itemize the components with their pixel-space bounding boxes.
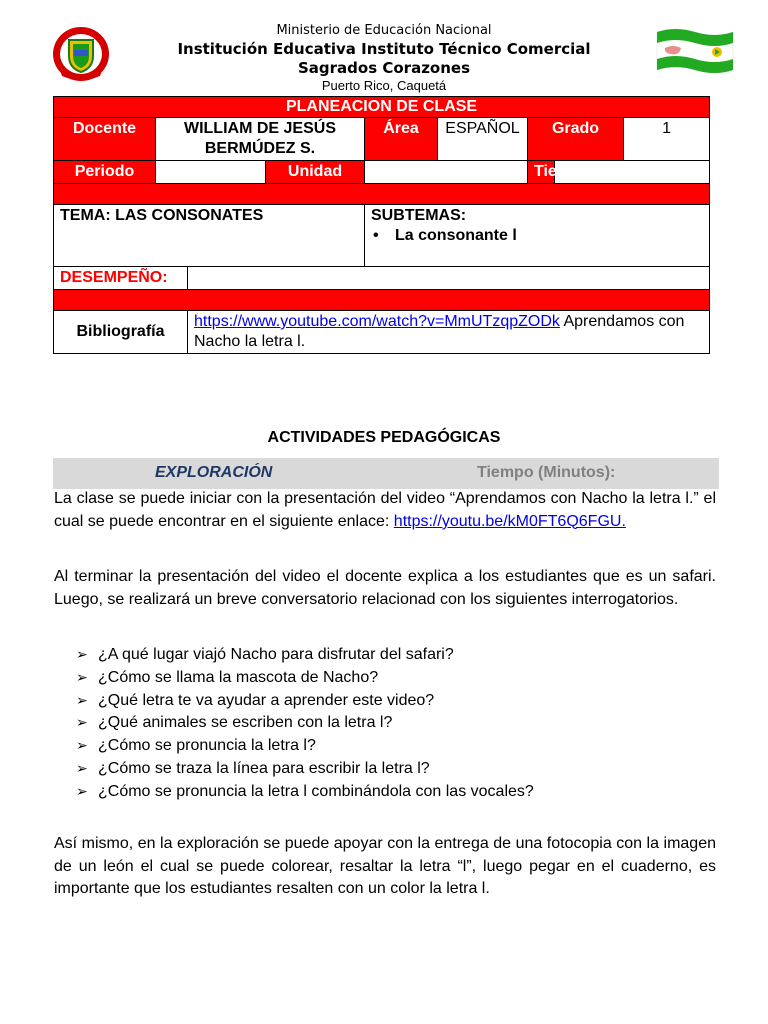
plan-title: PLANEACION DE CLASE: [54, 97, 710, 118]
docente-label: Docente: [54, 118, 156, 161]
institution-line: Institución Educativa Instituto Técnico Comercial: [177, 40, 591, 58]
area-label: Área: [365, 118, 438, 161]
grado-label: Grado: [528, 118, 624, 161]
subtemas-cell: [365, 205, 710, 267]
safari-paragraph: Al terminar la presentación del video el docente explica a los estudiantes que es un safari. Luego, se realizará un breve conversatorio relacionad con los siguientes interrogatorios.: [54, 568, 716, 608]
unidad-value: [365, 161, 528, 184]
video-link[interactable]: https://youtu.be/kM0FT6Q6FGU.: [393, 512, 626, 530]
bibliografia-label: Bibliografía: [54, 311, 188, 354]
arrow-bullet-icon: ➢: [76, 782, 88, 799]
subtemas-label: SUBTEMAS:: [371, 207, 467, 224]
bibliografia-cell: [188, 311, 710, 354]
activities-title: ACTIVIDADES PEDAGÓGICAS: [267, 429, 501, 446]
arrow-bullet-icon: ➢: [76, 668, 88, 685]
exploration-bar: [53, 458, 719, 489]
unidad-label: Unidad: [266, 161, 365, 184]
area-value: ESPAÑOL: [438, 118, 528, 161]
tema-cell: TEMA: LAS CONSONATES: [54, 205, 365, 267]
list-item: ➢ ¿Cómo se traza la línea para escribir la letra l?: [76, 757, 534, 780]
questions-list: [76, 643, 534, 803]
docente-value: WILLIAM DE JESÚS BERMÚDEZ S.: [156, 118, 365, 161]
exploracion-label: EXPLORACIÓN: [155, 464, 273, 481]
list-item: ➢ ¿Cómo se pronuncia la letra l combinándola con las vocales?: [76, 780, 534, 803]
school-name-line: Sagrados Corazones: [297, 59, 471, 77]
periodo-value: [156, 161, 266, 184]
tiempo-minutos-label: Tiempo (Minutos):: [477, 464, 616, 481]
red-divider-2: [54, 290, 710, 311]
list-item: ➢ ¿Qué animales se escriben con la letra l?: [76, 711, 534, 734]
location-line: Puerto Rico, Caquetá: [321, 78, 447, 93]
list-item: ➢ ¿Cómo se llama la mascota de Nacho?: [76, 666, 534, 689]
periodo-label: Periodo: [54, 161, 156, 184]
closing-paragraph: Así mismo, en la exploración se puede apoyar con la entrega de una fotocopia con la imagen de un león el cual se puede colorear, resaltar la letra “l”, luego pegar en el cuaderno, es importante que los estudiantes resalten con un color la letra l.: [54, 835, 716, 897]
red-divider: [54, 184, 710, 205]
list-item: ➢ ¿Cómo se pronuncia la letra l?: [76, 734, 534, 757]
list-item: ➢ ¿A qué lugar viajó Nacho para disfrutar del safari?: [76, 643, 534, 666]
bullet-icon: •: [373, 227, 379, 244]
class-plan-table: [53, 96, 710, 354]
intro-paragraph: La clase se puede iniciar con la presentación del video “Aprendamos con Nacho la letra l.” el cual se puede encontrar en el siguiente enlace: https://youtu.be/kM0FT6Q6FGU.: [54, 490, 716, 530]
arrow-bullet-icon: ➢: [76, 759, 88, 776]
desempeno-value: [188, 267, 710, 290]
bibliografia-link[interactable]: https://www.youtube.com/watch?v=MmUTzqpZODk: [194, 313, 560, 330]
grado-value: 1: [624, 118, 710, 161]
arrow-bullet-icon: ➢: [76, 691, 88, 708]
subtema-item: • La consonante l: [373, 227, 517, 244]
ministry-line: Ministerio de Educación Nacional: [276, 23, 492, 38]
arrow-bullet-icon: ➢: [76, 737, 88, 754]
tiempo-label: Tiempo: [528, 161, 555, 184]
desempeno-label: DESEMPEÑO:: [54, 267, 188, 290]
arrow-bullet-icon: ➢: [76, 714, 88, 731]
list-item: ➢ ¿Qué letra te va ayudar a aprender este video?: [76, 689, 534, 712]
arrow-bullet-icon: ➢: [76, 646, 88, 662]
bibliografia-text: Aprendamos con Nacho la letra l.: [194, 313, 685, 350]
